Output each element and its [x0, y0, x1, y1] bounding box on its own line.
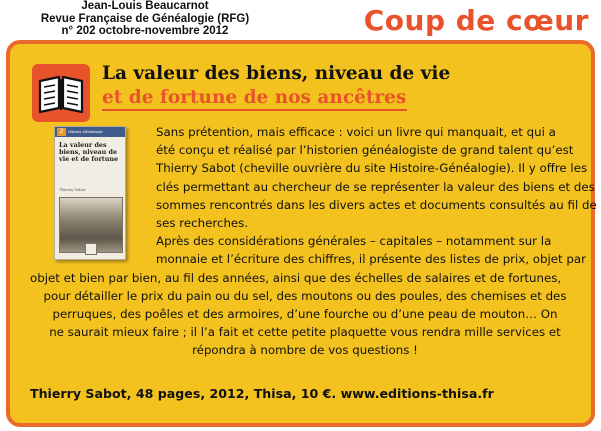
article-title: La valeur des biens, niveau de vie	[102, 63, 451, 84]
body-line: objet et bien par bien, au fil des années, ainsi que des échelles de salaires et de fortunes,	[30, 270, 562, 285]
source-issue: n° 202 octobre-novembre 2012	[61, 25, 229, 37]
source-citation	[0, 0, 290, 38]
body-line: Sans prétention, mais efficace : voici un livre qui manquait, et qui a	[156, 125, 556, 139]
book-details-footer: Thierry Sabot, 48 pages, 2012, Thisa, 10 €. www.editions-thisa.fr	[30, 386, 494, 401]
body-line: été conçu et réalisé par l’historien généalogiste de grand talent qu’est	[156, 143, 574, 158]
cover-series-name: Histoire-Généalogie	[68, 130, 103, 134]
cover-series-number: 2	[57, 128, 66, 136]
title-underline	[102, 109, 407, 111]
body-line: clés permettant au chercheur de se représenter la valeur des biens et des	[156, 179, 595, 194]
body-line: pour détailler le prix du pain ou du sel, des moutons ou des poules, des chemises et des	[43, 288, 567, 303]
article-subtitle: et de fortune de nos ancêtres	[102, 87, 407, 108]
source-author: Jean-Louis Beaucarnot	[81, 0, 209, 12]
cover-title: La valeur des biens, niveau de vie et de fortune	[59, 141, 119, 163]
body-line: Thierry Sabot (cheville ouvrière du site Histoire-Généalogie). Il y offre les	[156, 161, 588, 176]
body-line: répondra à nombre de vos questions !	[192, 343, 418, 358]
open-book-icon	[32, 64, 90, 122]
coup-de-coeur-banner: Coup de cœur	[363, 4, 589, 37]
body-line: monnaie et l’écriture des chiffres, il présente des listes de prix, objet par	[156, 252, 586, 267]
body-line: sommes rencontrés dans les divers actes et documents consultés au fil de	[156, 197, 597, 212]
body-line: perruques, des poêles et des armoires, d’une fourche ou d’une peau de mouton… On	[52, 306, 558, 321]
body-line: ses recherches.	[156, 215, 249, 230]
article-body	[30, 123, 597, 359]
source-publication: Revue Française de Généalogie (RFG)	[40, 12, 250, 25]
review-card	[6, 40, 595, 427]
body-line: ne saurait mieux faire ; il l’a fait et cette petite plaquette vous rendra mille services et	[49, 325, 561, 340]
body-line: Après des considérations générales – capitales – notamment sur la	[156, 234, 552, 249]
cover-author: Thierry Sabot	[59, 187, 86, 192]
